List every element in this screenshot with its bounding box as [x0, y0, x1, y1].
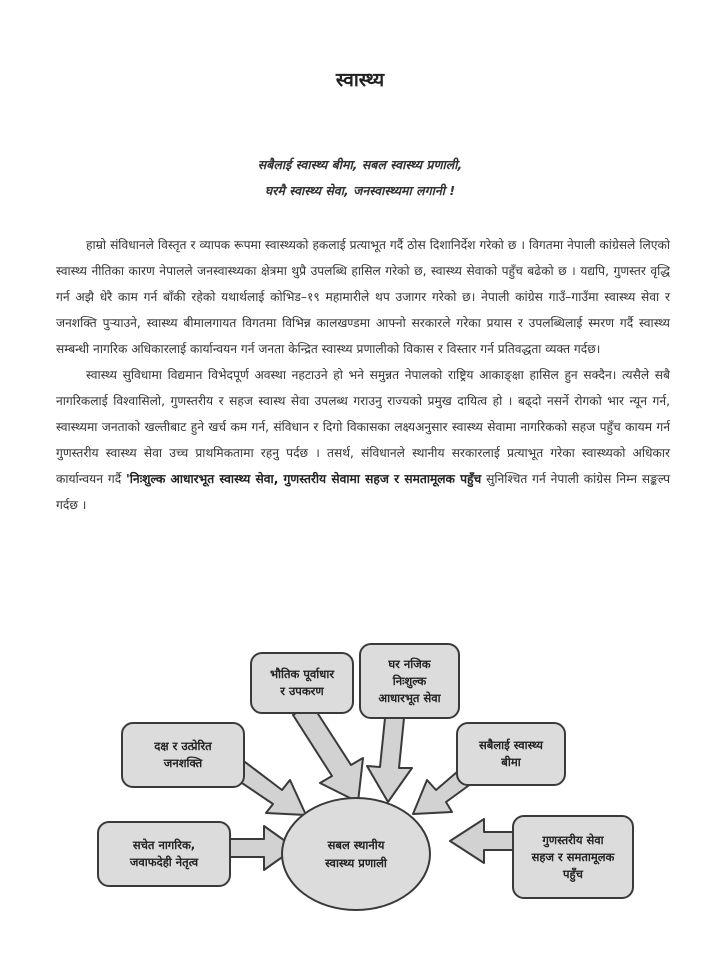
node-insurance	[456, 722, 566, 786]
slogan-line-1: सबैलाई स्वास्थ्य बीमा, सबल स्वास्थ्य प्रणाली,	[257, 157, 463, 172]
node-quality-line-1: गुणस्तरीय सेवा	[542, 832, 604, 847]
arrow-quality	[450, 819, 517, 863]
node-infrastructure-line-1: भौतिक पूर्वाधार	[269, 667, 335, 681]
node-workforce-line-1: दक्ष र उत्प्रेरित	[154, 739, 212, 753]
node-infrastructure	[250, 652, 354, 714]
paragraph-2-part-2: सुनिश्चित गर्न नेपाली कांग्रेस निम्न सङ्कल्प गर्दछ ।	[56, 472, 671, 512]
node-center	[281, 797, 431, 911]
node-quality-line-3: पहुँच	[563, 866, 583, 881]
paragraph-1: हाम्रो संविधानले विस्तृत र व्यापक रूपमा स्वास्थ्यको हकलाई प्रत्याभूत गर्दै ठोस दिशानिर्देश गरेको छ । विगतमा नेपाली कांग्रेसले लिएको स्वास्थ्य नीतिका कारण नेपालले जनस्वास्थ्यका क्षेत्रमा थुप्रै उपलब्धि हासिल गरेको छ, स्वास्थ्य सेवाको पहुँच बढेको छ । यद्यपि, गुणस्तर वृद्धि गर्न अझै धेरै काम गर्न बाँकी रहेको यथार्थलाई कोभिड–१९ महामारीले थप उजागर गरेको छ। नेपाली कांग्रेस गाउँ–गाउँमा स्वास्थ्य सेवा र जनशक्ति पुऱ्याउने, स्वास्थ्य बीमालगायत विगतमा विभिन्न कालखण्डमा आफ्नो सरकारले गरेका प्रयास र उपलब्धिलाई स्मरण गर्दै स्वास्थ्य सम्बन्धी नागरिक अधिकारलाई कार्यान्वयन गर्न जनता केन्द्रित स्वास्थ्य प्रणालीको विकास र विस्तार गर्न प्रतिवद्धता व्यक्त गर्दछ।	[56, 238, 670, 356]
node-quality-line-2: सहज र समतामूलक	[531, 849, 615, 864]
node-workforce-line-2: जनशक्ति	[163, 756, 203, 770]
node-citizens	[97, 821, 231, 887]
paragraph-2-bold-phrase: 'निःशुल्क आधारभूत स्वास्थ्य सेवा, गुणस्तरीय सेवामा सहज र समतामूलक पहुँच	[126, 472, 482, 486]
node-center-line-1: सबल स्थानीय	[327, 838, 385, 852]
node-quality	[512, 815, 634, 899]
arrow-infrastructure	[293, 703, 363, 802]
page-title: स्वास्थ्य	[335, 69, 385, 91]
node-basic-service-line-3: आधारभूत सेवा	[378, 690, 441, 705]
node-basic-service-line-1: घर नजिक	[388, 656, 431, 671]
node-infrastructure-line-2: र उपकरण	[280, 684, 324, 698]
arrow-basic-service	[367, 718, 412, 802]
paragraph-2-part-1: स्वास्थ्य सुविधामा विद्यमान विभेदपूर्ण अवस्था नहटाउने हो भने समुन्नत नेपालको राष्ट्रिय आकाङ्क्षा हासिल हुन सक्दैन। त्यसैले सबै नागरिकलाई विश्वासिलो, गुणस्तरीय र सहज स्वास्थ सेवा उपलब्ध गराउनु राज्यको प्रमुख दायित्व हो । बढ्दो नसर्ने रोगको भार न्यून गर्न, स्वास्थ्यमा जनताको खल्तीबाट हुने खर्च कम गर्न, संविधान र दिगो विकासका लक्ष्यअनुसार स्वास्थ्य सेवामा नागरिकको सहज पहुँच कायम गर्न गुणस्तरीय स्वास्थ्य सेवा उच्च प्राथमिकतामा रहनु पर्दछ । तसर्थ, संविधानले स्थानीय सरकारलाई प्रत्याभूत गरेका स्वास्थ्यको अधिकार कार्यान्वयन गर्दै	[56, 368, 670, 486]
slogan-line-2: घरमै स्वास्थ्य सेवा, जनस्वास्थ्यमा लगानी !	[264, 183, 456, 198]
node-insurance-line-2: बीमा	[501, 755, 521, 769]
node-basic-service-line-2: निःशुल्क	[392, 673, 427, 688]
node-basic-service	[359, 643, 460, 719]
node-citizens-line-1: सचेत नागरिक,	[132, 838, 196, 852]
node-insurance-line-1: सबैलाई स्वास्थ्य	[479, 738, 543, 752]
node-citizens-line-2: जवाफदेही नेतृत्व	[129, 855, 199, 869]
node-center-line-2: स्वास्थ्य प्रणाली	[325, 856, 387, 870]
node-workforce	[121, 722, 245, 788]
